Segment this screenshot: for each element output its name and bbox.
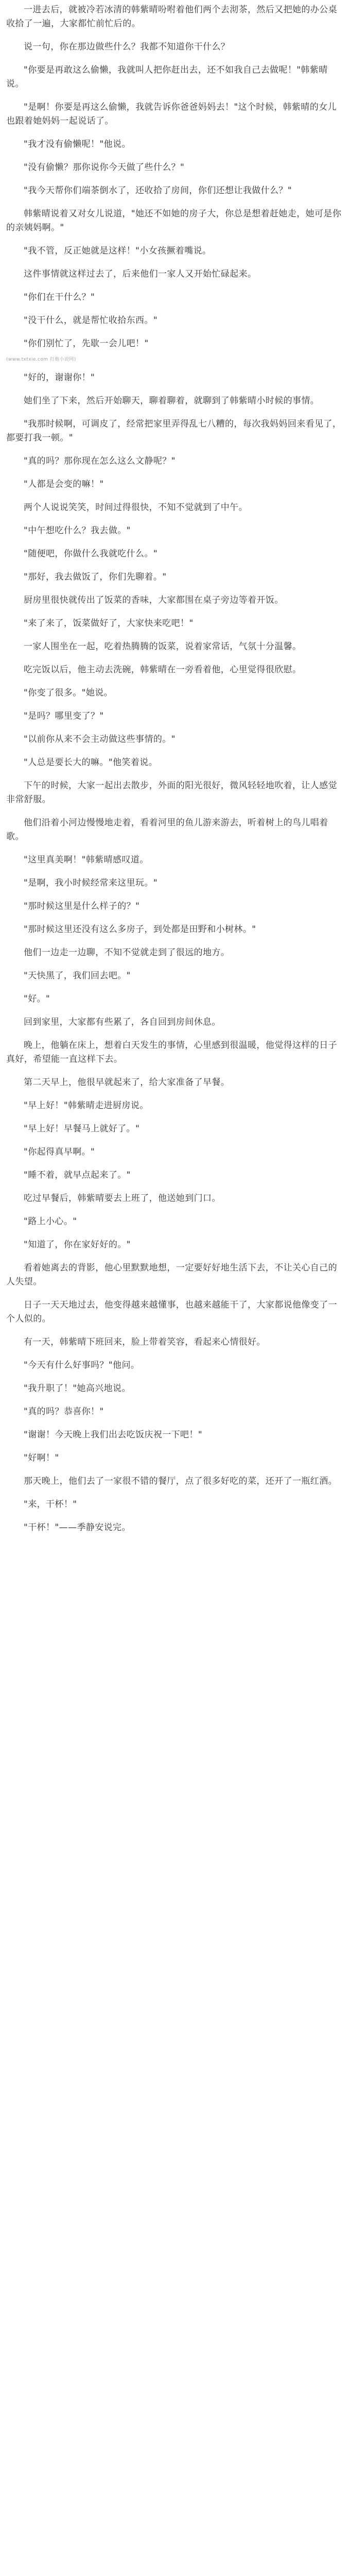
article-paragraph: "好。" [24,994,50,1004]
article-paragraph: "那好，我去做饭了，你们先聊着。" [24,572,167,582]
article-paragraph: "是啊！你要是再这么偷懒，我就告诉你爸爸妈妈去！"这个时候，韩紫晴的女儿也跟着她妈妈一起说话了。 [6,102,337,126]
article-paragraph: "以前你从来不会主动做这些事情的。" [24,734,176,744]
article-body [6,3,344,1535]
article-paragraph: "我今天帮你们端茶倒水了，还收拾了房间，你们还想让我做什么？" [24,185,292,196]
article-paragraph: 日子一天天地过去，他变得越来越懂事，也越来越能干了，大家都说他像变了一个人似的。 [6,1300,337,1324]
article-paragraph: 那天晚上，他们去了一家很不错的餐厅，点了很多好吃的菜，还开了一瓶红酒。 [24,1476,337,1486]
article-paragraph: 吃过早餐后，韩紫晴要去上班了，他送她到门口。 [24,1193,221,1204]
article-paragraph: 说一句，你在那边做些什么？我都不知道你干什么？ [24,42,230,52]
article-paragraph: 吃完饭以后，他主动去洗碗，韩紫晴在一旁看着他，心里觉得很欣慰。 [24,665,302,675]
article-paragraph: "我不管，反正她就是这样！"小女孩撅着嘴说。 [24,246,212,256]
article-paragraph: "今天有什么好事吗？"他问。 [24,1360,140,1370]
article-paragraph: 看着她离去的背影，他心里默默地想，一定要好好地生活下去，不让关心自己的人失望。 [6,1263,337,1287]
article-paragraph: 韩紫晴说着又对女儿说道，"她还不如她的房子大，你总是想着赶她走，她可是你的亲姨妈啊。" [6,209,342,233]
article-paragraph: "没有偷懒？那你说你今天做了些什么？" [24,162,185,173]
article-paragraph: "那时候这里是什么样子的？" [24,901,140,911]
article-paragraph: 他们一边走一边聊，不知不觉就走到了很远的地方。 [24,947,230,958]
article-paragraph: "好啊！" [24,1453,59,1463]
article-paragraph: "人都是会变的嘛！" [24,479,104,489]
article-paragraph: "你们在干什么？" [24,292,95,302]
article-paragraph: 他们沿着小河边慢慢地走着，看着河里的鱼儿游来游去，听着树上的鸟儿唱着歌。 [6,818,328,842]
site-watermark: (www.txtxie.com 打炮小说网) [6,357,76,362]
article-paragraph: 厨房里很快就传出了饭菜的香味，大家都围在桌子旁边等着开饭。 [24,595,284,605]
article-paragraph: "人总是要长大的嘛。"他笑着说。 [24,757,158,768]
article-paragraph: "天快黑了，我们回去吧。" [24,971,131,981]
article-paragraph: 一进去后，就被冷若冰清的韩紫晴吩咐着他们两个去沏茶，然后又把她的办公桌收拾了一遍，大家都忙前忙后的。 [6,5,337,29]
article-paragraph: 她们坐了下来，然后开始聊天，聊着聊着，就聊到了韩紫晴小时候的事情。 [24,396,320,406]
article-paragraph: "我才没有偷懒呢！"他说。 [24,139,131,149]
article-paragraph: "干杯！"——季静安说完。 [24,1522,131,1533]
article-paragraph: 有一天，韩紫晴下班回来，脸上带着笑容，看起来心情很好。 [24,1337,266,1347]
article-paragraph: "你要是再敢这么偷懒，我就叫人把你赶出去，还不如我自己去做呢！"韩紫晴说。 [6,65,328,89]
article-paragraph: "没干什么，就是帮忙收拾东西。" [24,315,158,326]
article-paragraph: 这件事情就这样过去了，后来他们一家人又开始忙碌起来。 [24,269,257,279]
article-paragraph: "我升职了！"她高兴地说。 [24,1383,131,1394]
article-paragraph: 两个人说说笑笑，时间过得很快，不知不觉就到了中午。 [24,502,248,513]
article-paragraph: "中午想吃什么？我去做。" [24,526,131,536]
article-paragraph: "好的，谢谢你！" [24,372,95,383]
article-paragraph: "这里真美啊！"韩紫晴感叹道。 [24,855,149,865]
article-paragraph: "是啊，我小时候经常来这里玩。" [24,878,158,888]
article-paragraph: "那时候这里还没有这么多房子，到处都是田野和小树林。" [24,924,256,935]
article-paragraph: "我那时候啊，可调皮了，经常把家里弄得乱七八糟的，每次我妈妈回来看见了，都要打我一顿。" [6,419,342,443]
article-paragraph: "来了来了，饭菜做好了，大家快来吃吧！" [24,618,194,629]
article-paragraph: "知道了，你在家好好的。" [24,1240,131,1250]
article-paragraph: 回到家里，大家都有些累了，各自回到房间休息。 [24,1017,221,1027]
article-paragraph: 下午的时候，大家一起出去散步，外面的阳光很好，微风轻轻地吹着，让人感觉非常舒服。 [6,781,337,805]
article-paragraph: "谢谢！今天晚上我们出去吃饭庆祝一下吧！" [24,1430,203,1440]
article-paragraph: "真的吗？恭喜你！" [24,1406,104,1417]
article-paragraph: 晚上，他躺在床上，想着白天发生的事情，心里感到很温暖，他觉得这样的日子真好，希望能一直这样下去。 [6,1040,337,1064]
article-paragraph: "早上好！"韩紫晴走进厨房说。 [24,1100,149,1111]
article-paragraph: "真的吗？那你现在怎么这么文静呢？" [24,456,176,466]
article-paragraph: "你起得真早啊。" [24,1147,95,1157]
article-paragraph: 一家人围坐在一起，吃着热腾腾的饭菜，说着家常话，气氛十分温馨。 [24,641,302,652]
article-paragraph: "随便吧，你做什么我就吃什么。" [24,549,158,559]
article-paragraph: "睡不着，就早点起来了。" [24,1170,131,1180]
article-paragraph: "来，干杯！" [24,1499,77,1510]
article-paragraph: "早上好！早餐马上就好了。" [24,1124,140,1134]
article-paragraph: "你们别忙了，先歇一会儿吧！" [24,338,149,349]
article-paragraph: "你变了很多。"她说。 [24,688,113,698]
article-paragraph: "路上小心。" [24,1216,77,1227]
article-paragraph: "是吗？哪里变了？" [24,711,104,721]
article-paragraph: 第二天早上，他很早就起来了，给大家准备了早餐。 [24,1077,230,1088]
